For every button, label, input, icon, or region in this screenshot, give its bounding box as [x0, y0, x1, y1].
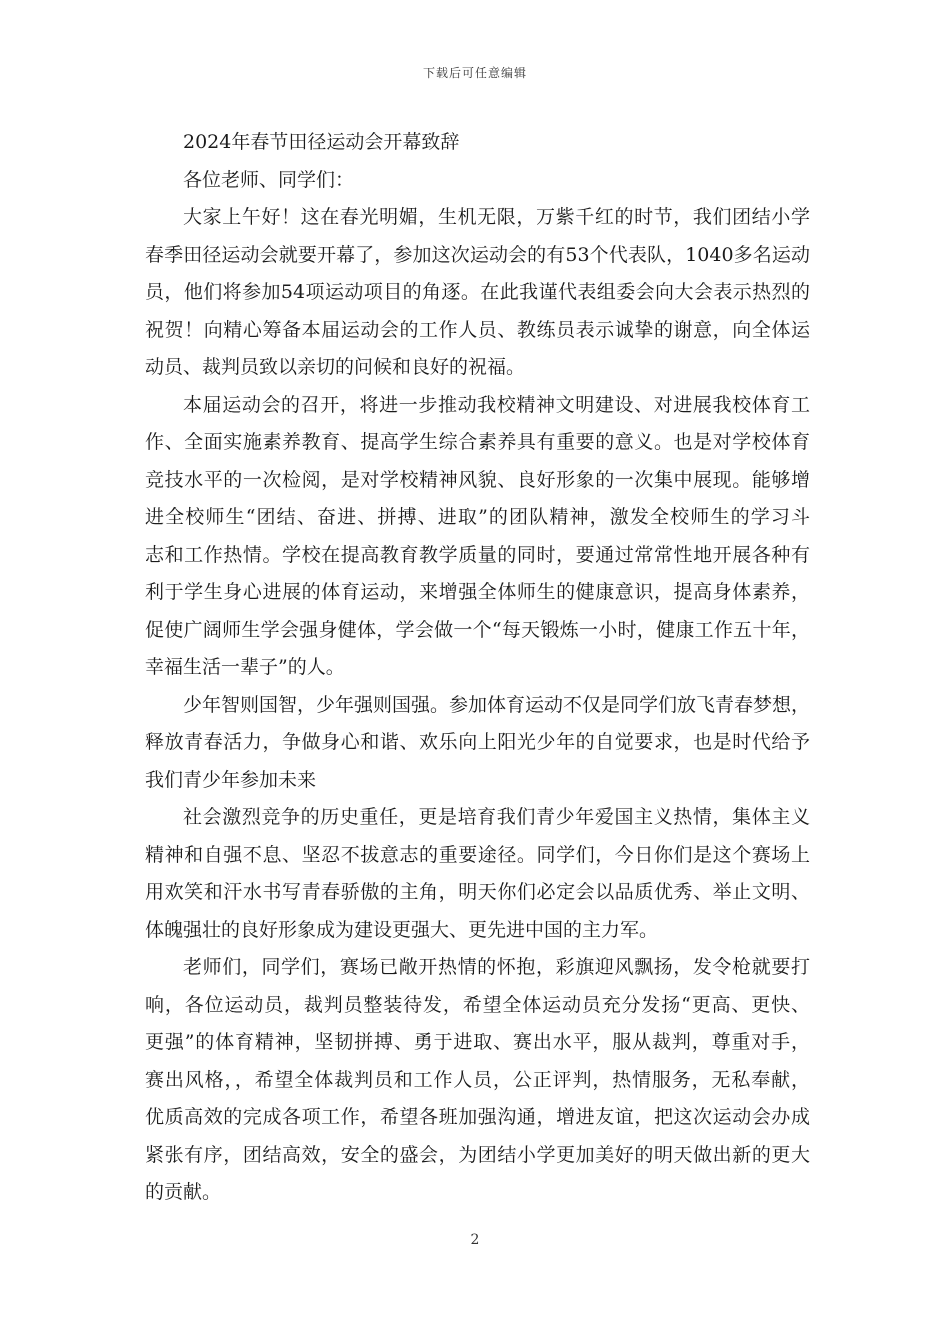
paragraph-line: 优质高效的完成各项工作，希望各班加强沟通，增进友谊，把这次运动会办成 [145, 1106, 810, 1128]
paragraph-line: 更强”的体育精神，坚韧拼搏、勇于进取、赛出水平，服从裁判，尊重对手， [145, 1031, 810, 1053]
salutation: 各位老师、同学们： [183, 168, 355, 191]
paragraph-line: 作、全面实施素养教育、提高学生综合素养具有重要的意义。也是对学校体育 [145, 431, 810, 453]
paragraph-line: 紧张有序，团结高效，安全的盛会，为团结小学更加美好的明天做出新的更大 [145, 1143, 810, 1166]
paragraph-line: 员，他们将参加54项运动项目的角逐。在此我谨代表组委会向大会表示热烈的 [145, 281, 810, 303]
paragraph-line: 社会激烈竞争的历史重任，更是培育我们青少年爱国主义热情，集体主义 [183, 806, 810, 828]
paragraph [145, 949, 810, 1212]
paragraph-line: 我们青少年参加未来 [145, 768, 317, 791]
header-note: 下载后可任意编辑 [422, 66, 527, 80]
paragraph-line: 春季田径运动会就要开幕了，参加这次运动会的有53个代表队，1040多名运动 [145, 243, 810, 266]
paragraph-line: 动员、裁判员致以亲切的问候和良好的祝福。 [145, 356, 526, 378]
paragraph [145, 799, 810, 949]
paragraph-line: 幸福生活一辈子”的人。 [145, 656, 345, 678]
paragraph [145, 687, 810, 800]
paragraph-line: 精神和自强不息、坚忍不拔意志的重要途径。同学们，今日你们是这个赛场上 [145, 843, 810, 866]
page-number: 2 [470, 1232, 480, 1248]
document-body [145, 124, 810, 1212]
paragraph-line: 进全校师生“团结、奋进、拼搏、进取”的团队精神，激发全校师生的学习斗 [145, 506, 810, 528]
paragraph-line: 释放青春活力，争做身心和谐、欢乐向上阳光少年的自觉要求，也是时代给予 [145, 731, 810, 753]
paragraph-line: 志和工作热情。学校在提高教育教学质量的同时，要通过常常性地开展各种有 [145, 543, 810, 566]
paragraph-line: 利于学生身心进展的体育运动，来增强全体师生的健康意识，提高身体素养， [145, 581, 810, 603]
paragraph-line: 少年智则国智，少年强则国强。参加体育运动不仅是同学们放飞青春梦想， [183, 693, 810, 716]
paragraph-line: 大家上午好！这在春光明媚，生机无限，万紫千红的时节，我们团结小学 [183, 206, 810, 228]
paragraph-line: 竞技水平的一次检阅，是对学校精神风貌、良好形象的一次集中展现。能够增 [145, 468, 810, 491]
paragraph-line: 的贡献。 [145, 1181, 222, 1203]
paragraph-line: 祝贺！向精心筹备本届运动会的工作人员、教练员表示诚挚的谢意，向全体运 [145, 318, 810, 341]
paragraph-line: 体魄强壮的良好形象成为建设更强大、更先进中国的主力军。 [145, 918, 659, 941]
document-title: 2024年春节田径运动会开幕致辞 [183, 131, 460, 153]
paragraph-line: 响，各位运动员，裁判员整装待发，希望全体运动员充分发扬“更高、更快、 [145, 993, 810, 1016]
paragraph-line: 本届运动会的召开，将进一步推动我校精神文明建设、对进展我校体育工 [183, 393, 810, 416]
paragraph-line: 用欢笑和汗水书写青春骄傲的主角，明天你们必定会以品质优秀、举止文明、 [145, 881, 810, 903]
paragraph [145, 387, 810, 687]
paragraph-line: 赛出风格，，希望全体裁判员和工作人员，公正评判，热情服务，无私奉献， [145, 1068, 810, 1091]
paragraph [145, 199, 810, 387]
paragraph-line: 老师们，同学们，赛场已敞开热情的怀抱，彩旗迎风飘扬，发令枪就要打 [183, 956, 810, 978]
paragraph-line: 促使广阔师生学会强身健体，学会做一个“每天锻炼一小时，健康工作五十年， [145, 618, 810, 641]
